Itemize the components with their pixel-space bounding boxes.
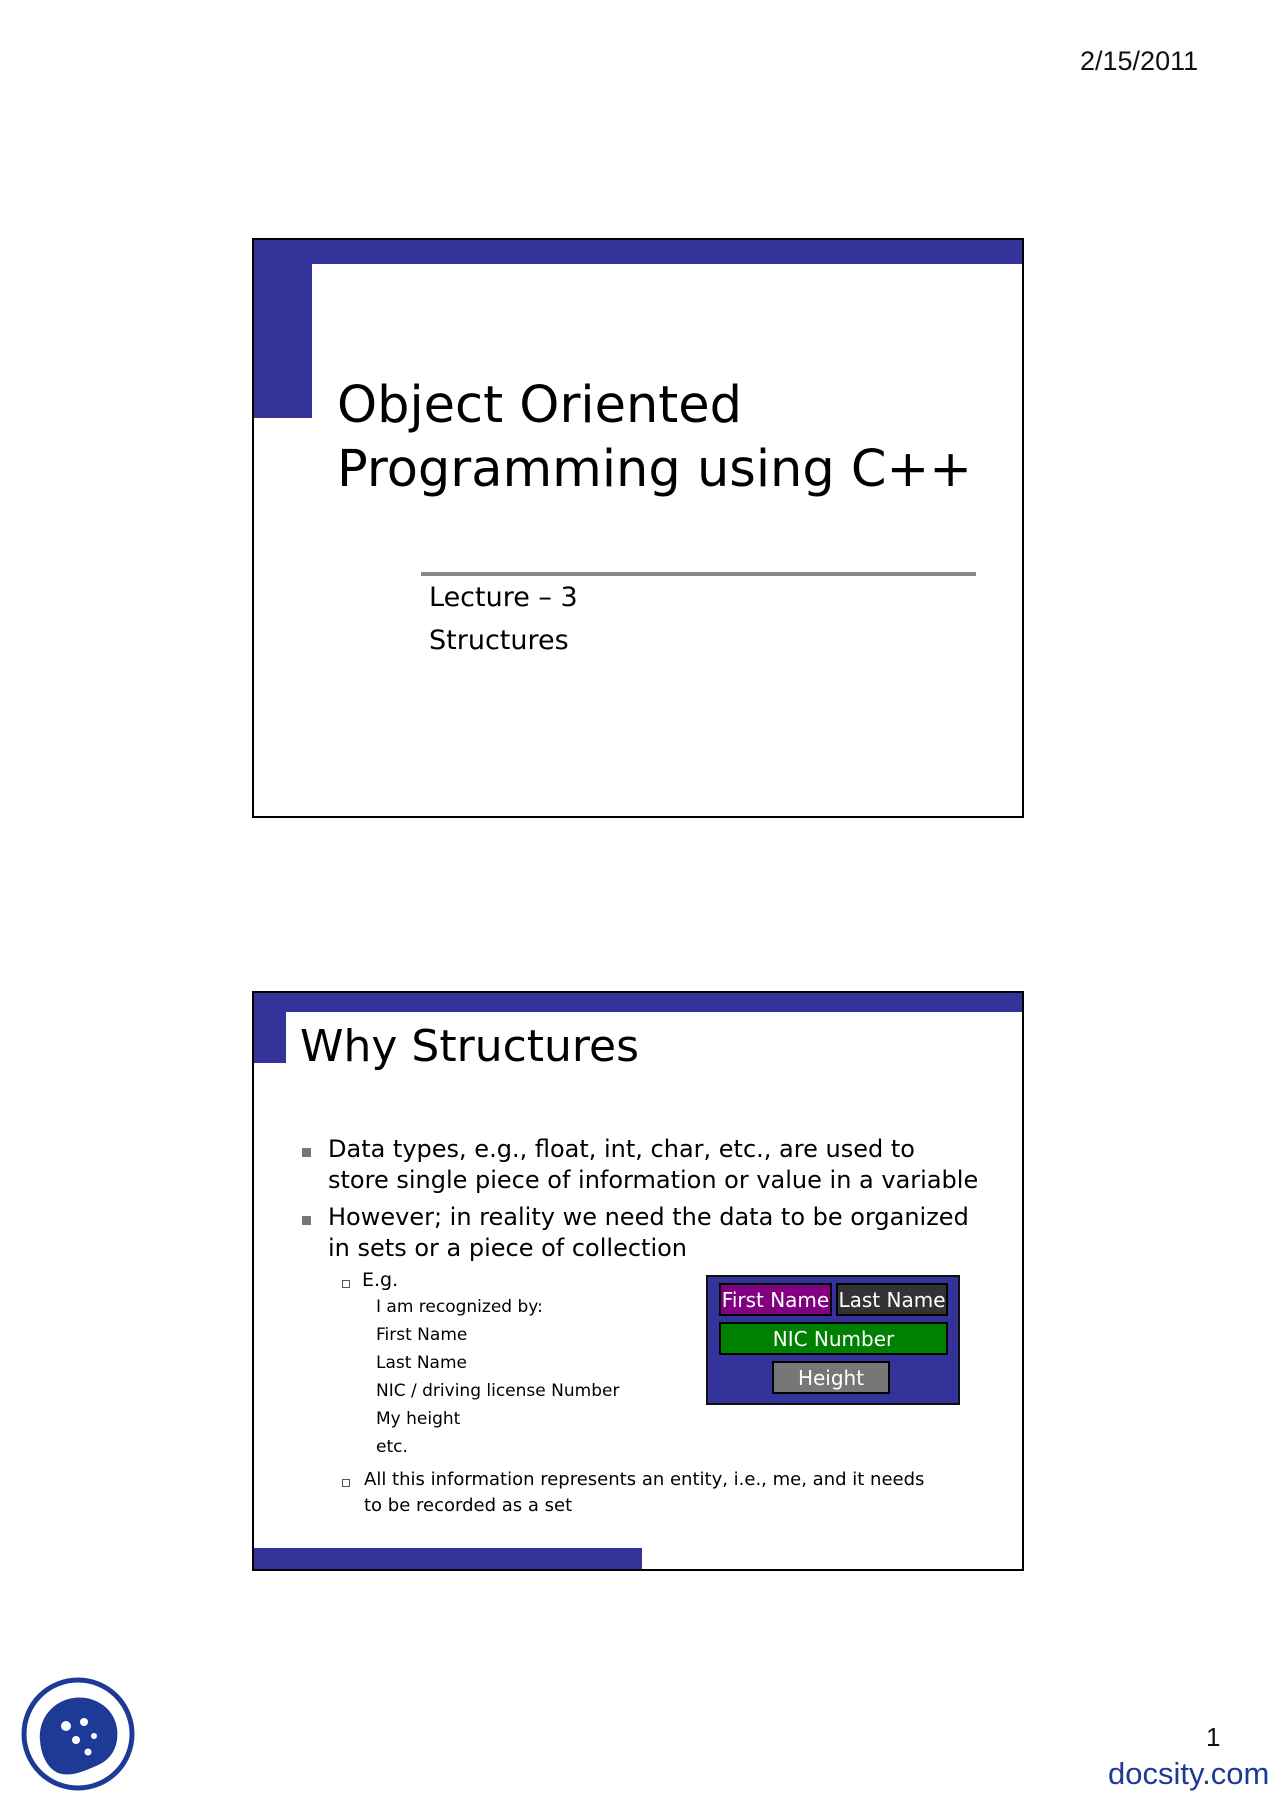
nic-number-cell: NIC Number bbox=[719, 1322, 948, 1355]
slide-accent-bar-top bbox=[254, 993, 1024, 1012]
docsity-brand-link[interactable]: docsity.com bbox=[1108, 1756, 1270, 1791]
slide-why-structures bbox=[252, 991, 1024, 1571]
bullet-2-line-2: in sets or a piece of collection bbox=[328, 1234, 688, 1262]
slide-accent-bar-left bbox=[254, 240, 312, 418]
sub-bullet-2-line-2: to be recorded as a set bbox=[364, 1495, 573, 1516]
example-line: First Name bbox=[376, 1325, 468, 1345]
hollow-square-bullet-icon bbox=[342, 1479, 350, 1487]
example-line: etc. bbox=[376, 1437, 408, 1457]
example-label: E.g. bbox=[362, 1269, 399, 1291]
slide-accent-bar-top bbox=[254, 240, 1024, 264]
lecture-topic: Structures bbox=[429, 625, 569, 656]
sub-bullet-2-line-1: All this information represents an entity, i.e., me, and it needs bbox=[364, 1469, 925, 1490]
example-line: NIC / driving license Number bbox=[376, 1381, 620, 1401]
slide-heading: Why Structures bbox=[300, 1021, 640, 1072]
example-line: Last Name bbox=[376, 1353, 467, 1373]
slide-accent-bar-left bbox=[254, 993, 286, 1063]
bullet-1-line-2: store single piece of information or value in a variable bbox=[328, 1166, 979, 1194]
slide-accent-bar-bottom bbox=[254, 1548, 642, 1571]
hollow-square-bullet-icon bbox=[342, 1280, 350, 1288]
slide-main-title bbox=[337, 374, 972, 502]
slide-title bbox=[252, 238, 1024, 818]
page-number: 1 bbox=[1206, 1722, 1221, 1752]
bullet-square-icon bbox=[302, 1148, 311, 1157]
last-name-cell: Last Name bbox=[836, 1283, 948, 1316]
first-name-cell: First Name bbox=[719, 1283, 832, 1316]
title-line-2: Programming using C++ bbox=[337, 440, 972, 499]
example-line: My height bbox=[376, 1409, 461, 1429]
bullet-square-icon bbox=[302, 1216, 311, 1225]
height-cell: Height bbox=[772, 1361, 890, 1394]
title-divider bbox=[421, 572, 976, 576]
structure-diagram bbox=[706, 1275, 960, 1405]
lecture-number: Lecture – 3 bbox=[429, 582, 578, 613]
page-date: 2/15/2011 bbox=[1080, 46, 1199, 76]
bullet-1-line-1: Data types, e.g., float, int, char, etc., are used to bbox=[328, 1135, 915, 1163]
title-line-1: Object Oriented bbox=[337, 376, 743, 435]
bullet-2-line-1: However; in reality we need the data to be organized bbox=[328, 1203, 969, 1231]
example-line: I am recognized by: bbox=[376, 1297, 543, 1317]
docsity-logo-icon[interactable] bbox=[20, 1676, 136, 1792]
